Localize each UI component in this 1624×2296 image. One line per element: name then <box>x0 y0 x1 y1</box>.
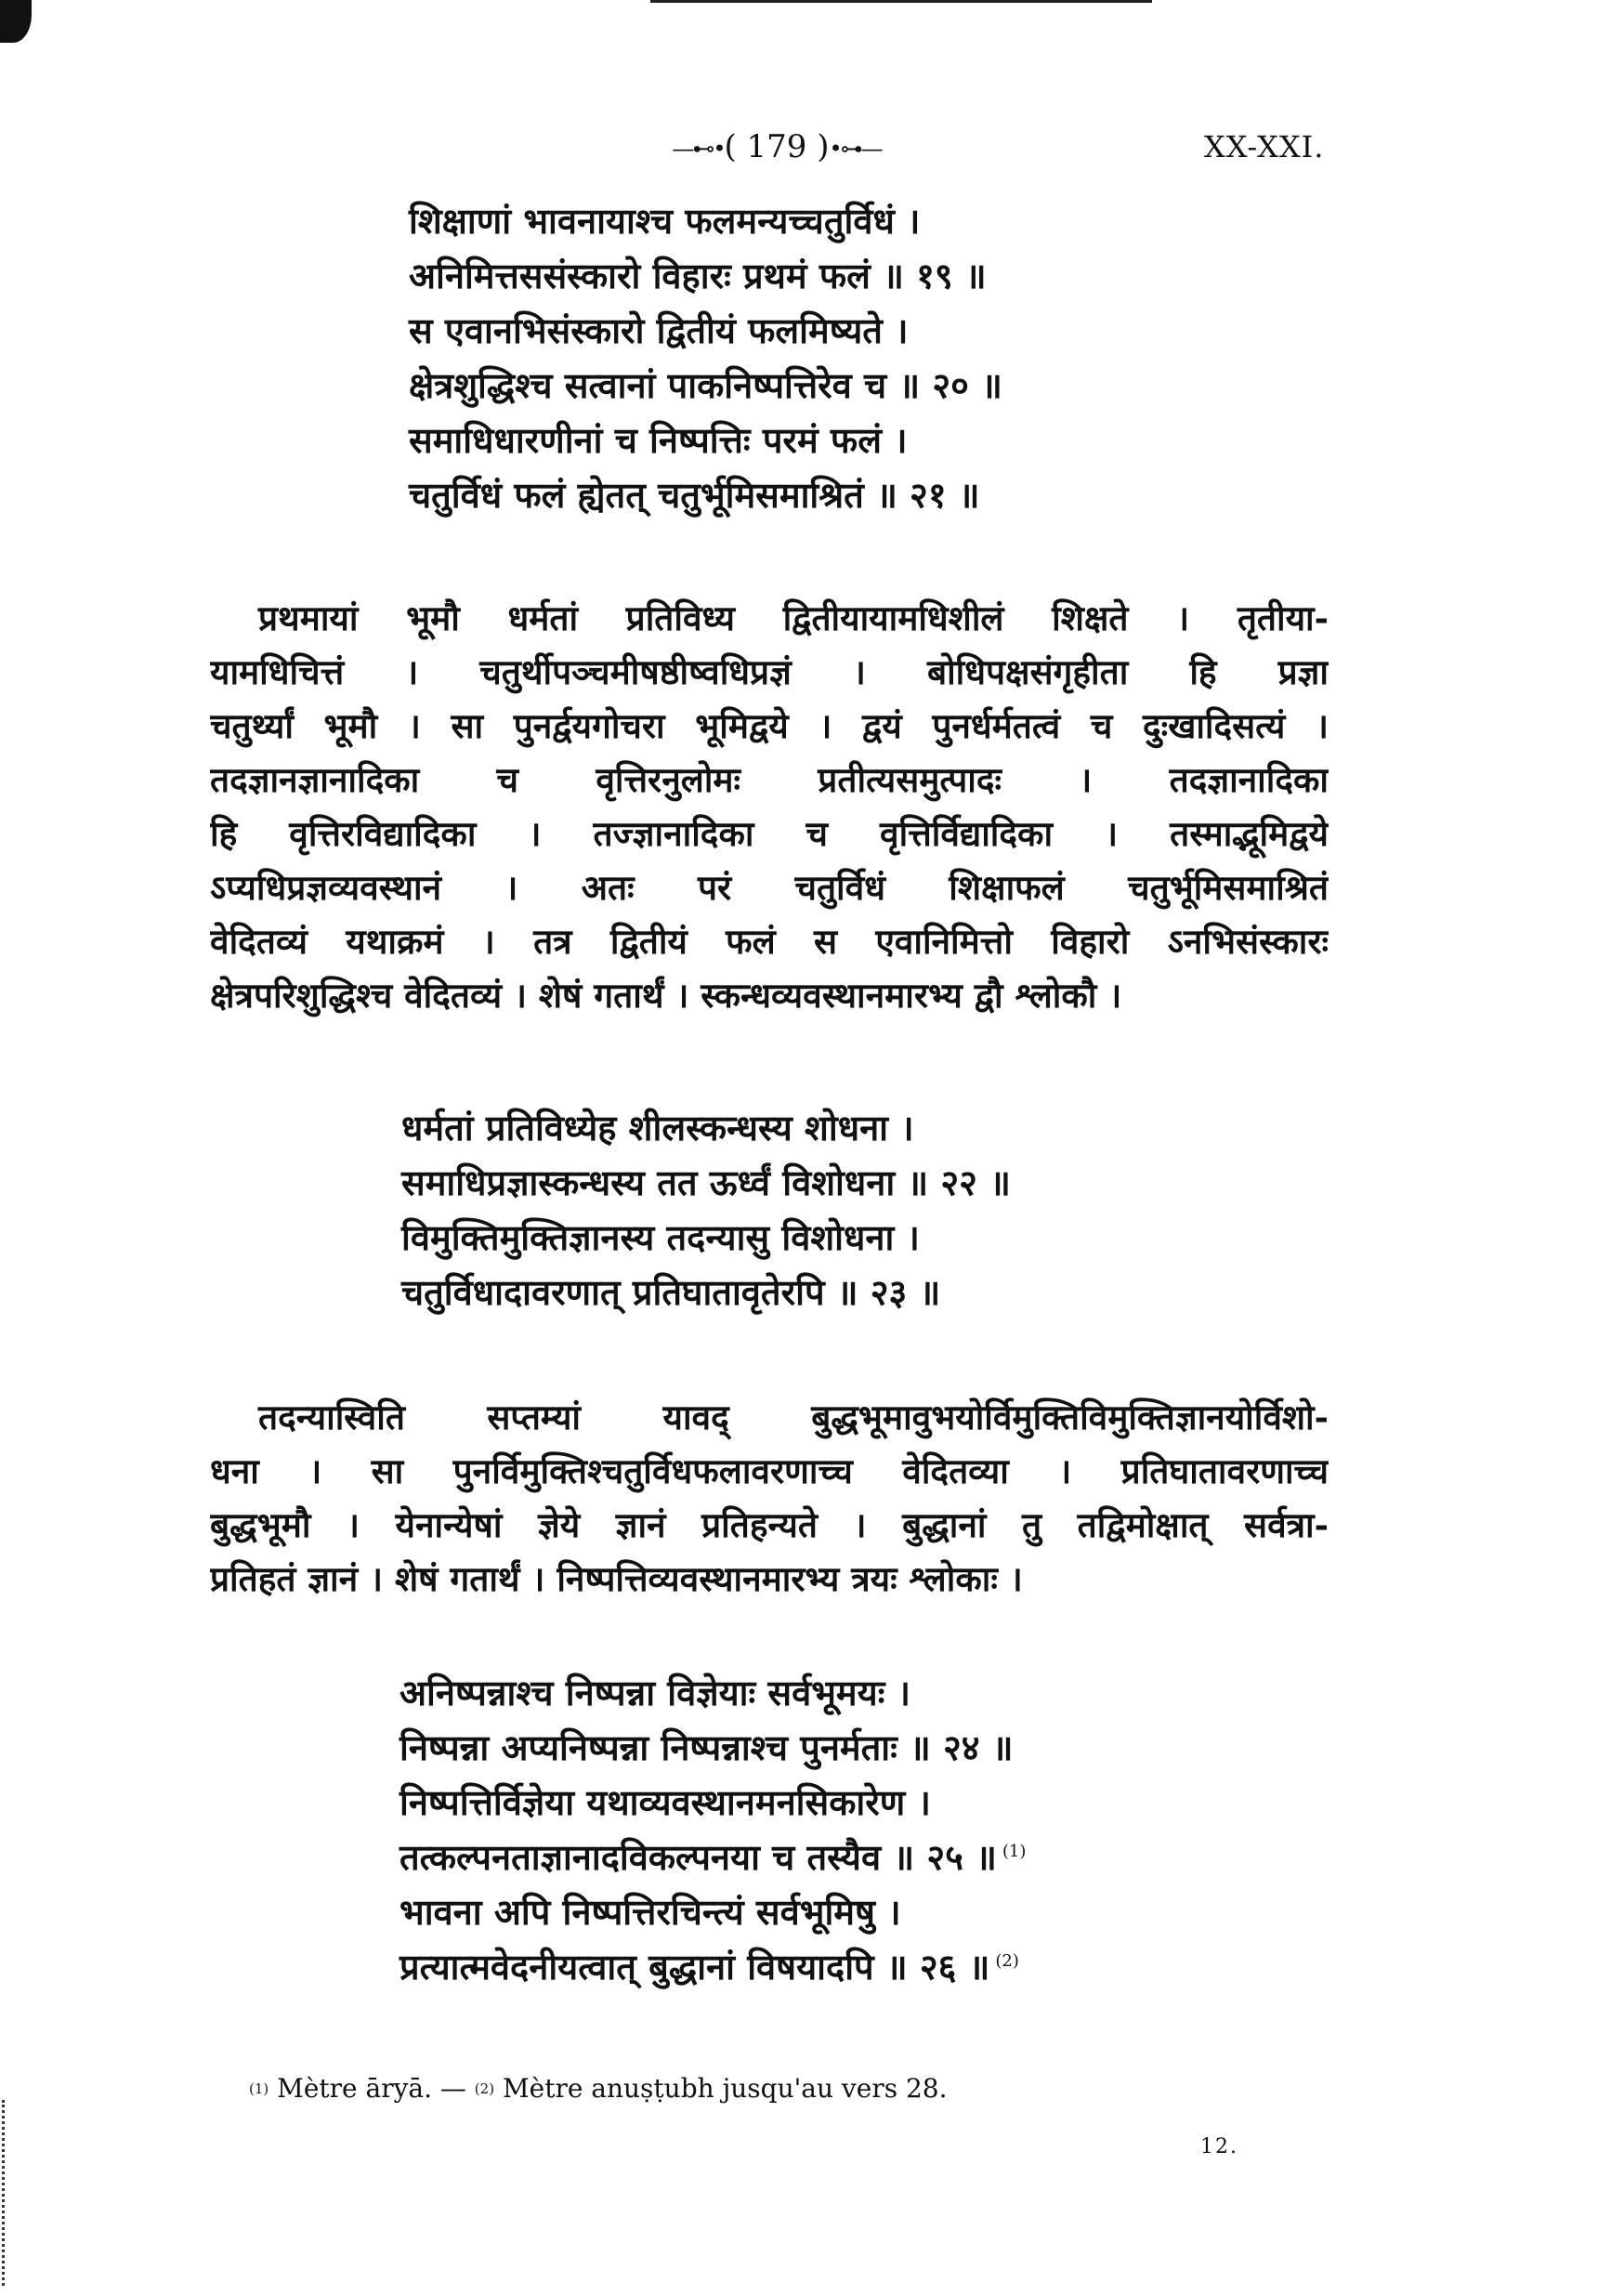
verse-line: विमुक्तिमुक्तिज्ञानस्य तदन्यासु विशोधना । <box>401 1216 920 1258</box>
commentary-paragraph-2 <box>210 1390 1329 1606</box>
verse-line: धर्मतां प्रतिविध्येह शीलस्कन्धस्य शोधना । <box>401 1107 914 1148</box>
ornament-left: —⊷• <box>672 136 725 162</box>
verse-text: भावना अपि निष्पत्तिरचिन्त्यं सर्वभूमिषु । <box>399 1891 901 1933</box>
prose-line: तदन्यास्विति सप्तम्यां यावद् बुद्धभूमावुभयोर्विमुक्तिविमुक्तिज्ञानयोर्विशो- <box>258 1397 1329 1437</box>
prose-line: प्रतिहतं ज्ञानं । शेषं गतार्थं । निष्पत्तिव्यवस्थानमारभ्य त्रयः श्लोकाः । <box>210 1558 1023 1599</box>
prose-line: धना । सा पुनर्विमुक्तिश्चतुर्विधफलावरणाच्च वेदितव्या । प्रतिघातावरणाच्च <box>210 1450 1329 1491</box>
footnote-mark-1: (1) <box>249 2080 269 2097</box>
prose-line: चतुर्थ्यां भूमौ । सा पुनर्द्वयगोचरा भूमिद्वये । द्वयं पुनर्धर्मतत्वं च दुःखादिसत्यं । <box>210 705 1329 746</box>
prose-line: बुद्धभूमौ । येनान्येषां ज्ञेये ज्ञानं प्रतिहन्यते । बुद्धानां तु तद्विमोक्षात् सर्वत्रा- <box>210 1504 1329 1545</box>
verse-line: अनिमित्तससंस्कारो विहारः प्रथमं फलं ॥ १९ ॥ <box>409 255 987 296</box>
running-head: XX-XXI. <box>1204 129 1325 164</box>
verse-text: निष्पत्तिर्विज्ञेया यथाव्यवस्थानमनसिकारेण । <box>399 1781 931 1823</box>
page-number <box>628 126 925 169</box>
verse-block-1 <box>409 193 1002 522</box>
signature-mark: 12. <box>1200 2135 1238 2158</box>
verse-line <box>399 1720 1026 1775</box>
prose-line: हि वृत्तिरविद्यादिका । तज्ज्ञानादिका च वृत्तिर्विद्यादिका । तस्माद्भूमिद्वये <box>210 813 1329 854</box>
verse-line: चतुर्विधादावरणात् प्रतिघातावृतेरपि ॥ २३ ॥ <box>401 1271 941 1313</box>
top-rule <box>650 0 1152 3</box>
footnote-ref-1: (1) <box>1002 1842 1027 1861</box>
prose-line: प्रथमायां भूमौ धर्मतां प्रतिविध्य द्वितीयायामधिशीलं शिक्षते । तृतीया- <box>258 597 1329 638</box>
page-number-text: ( 179 ) <box>724 128 830 165</box>
verse-line: स एवानभिसंस्कारो द्वितीयं फलमिष्यते । <box>409 309 909 351</box>
verse-block-2 <box>401 1100 1011 1319</box>
footnote-text-2: Mètre anuṣṭubh jusqu'au vers 28. <box>494 2073 948 2104</box>
prose-line: ऽप्यधिप्रज्ञव्यवस्थानं । अतः परं चतुर्विधं शिक्षाफलं चतुर्भूमिसमाश्रितं <box>210 867 1329 908</box>
verse-line: समाधिधारणीनां च निष्पत्तिः परमं फलं । <box>409 419 908 461</box>
verse-text: अनिष्पन्नाश्च निष्पन्ना विज्ञेयाः सर्वभूमयः । <box>399 1672 910 1713</box>
verse-line <box>399 1775 1026 1830</box>
verse-line: चतुर्विधं फलं ह्येतत् चतुर्भूमिसमाश्रितं ॥ २१ ॥ <box>409 474 980 516</box>
verse-line <box>399 1830 1026 1884</box>
scan-edge-dots <box>2 2100 10 2286</box>
footnote-ref-2: (2) <box>995 1951 1019 1971</box>
ornament-right: •⊶— <box>829 136 882 162</box>
verse-line: क्षेत्रशुद्धिश्च सत्वानां पाकनिष्पत्तिरेव च ॥ २० ॥ <box>409 364 1002 406</box>
verse-line: शिक्षाणां भावनायाश्च फलमन्यच्चतुर्विधं । <box>409 200 921 242</box>
prose-line: तदज्ञानज्ञानादिका च वृत्तिरनुलोमः प्रतीत्यसमुत्पादः । तदज्ञानादिका <box>210 759 1329 800</box>
page-header <box>0 126 1624 167</box>
footnote-mark-2: (2) <box>474 2080 495 2097</box>
prose-line: वेदितव्यं यथाक्रमं । तत्र द्वितीयं फलं स एवानिमित्तो विहारो ऽनभिसंस्कारः <box>210 921 1329 962</box>
commentary-paragraph-1 <box>210 591 1329 1022</box>
prose-line: यामधिचित्तं । चतुर्थीपञ्चमीषष्ठीष्वधिप्रज्ञं । बोधिपक्षसंगृहीता हि प्रज्ञा <box>210 651 1329 692</box>
verse-line: समाधिप्रज्ञास्कन्धस्य तत ऊर्ध्वं विशोधना ॥ २२ ॥ <box>401 1161 1011 1203</box>
verse-text: तत्कल्पनताज्ञानादविकल्पनया च तस्यैव ॥ २५ ॥ <box>399 1836 997 1878</box>
verse-line <box>399 1665 1026 1720</box>
verse-block-3 <box>399 1665 1026 1994</box>
verse-text: प्रत्यात्मवेदनीयत्वात् बुद्धानां विषयादपि ॥ २६ ॥ <box>399 1946 990 1988</box>
footnote-text-1: Mètre āryā. — <box>268 2073 475 2104</box>
verse-line <box>399 1884 1026 1939</box>
scan-edge-mark <box>0 0 32 43</box>
verse-text: निष्पन्ना अप्यनिष्पन्ना निष्पन्नाश्च पुनर्मताः ॥ २४ ॥ <box>399 1726 1014 1768</box>
verse-line <box>399 1939 1026 1994</box>
footnote <box>249 2070 948 2107</box>
prose-line: क्षेत्रपरिशुद्धिश्च वेदितव्यं । शेषं गतार्थं । स्कन्धव्यवस्थानमारभ्य द्वौ श्लोकौ । <box>210 975 1122 1016</box>
